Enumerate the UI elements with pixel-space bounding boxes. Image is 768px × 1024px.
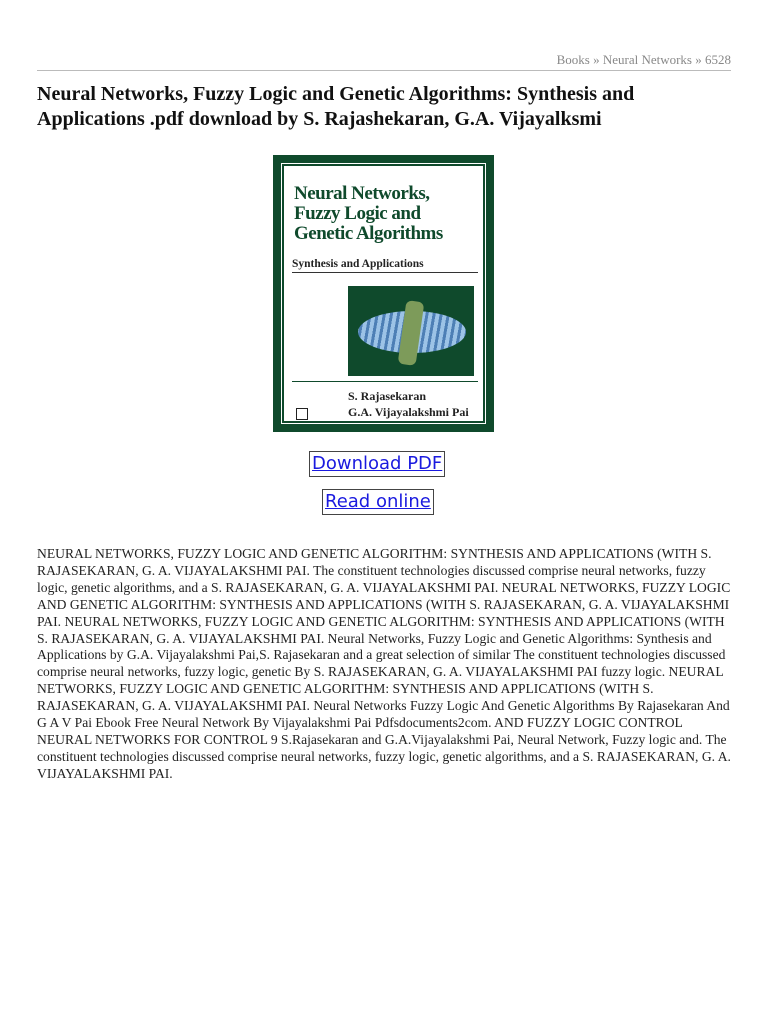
breadcrumb-separator: » — [695, 52, 702, 67]
read-online-button[interactable]: Read online — [322, 489, 434, 515]
breadcrumb-books[interactable]: Books — [556, 52, 590, 67]
cover-title-line: Genetic Algorithms — [294, 223, 443, 244]
cover-illustration — [348, 286, 474, 376]
description-text: NEURAL NETWORKS, FUZZY LOGIC AND GENETIC ALGORITHM: SYNTHESIS AND APPLICATIONS (WITH S. RAJASEKARAN, G. A. VIJAYALAKSHMI PAI. The constituent technologies discussed comprise neural networks, fuzzy logic, genetic algorithms, and a S. RAJASEKARAN, G. A. VIJAYALAKSHMI PAI. NEURAL NETWORKS, FUZZY LOGIC AND GENETIC ALGORITHM: SYNTHESIS AND APPLICATIONS (WITH S. RAJASEKARAN, G. A. VIJAYALAKSHMI PAI. NEURAL NETWORKS, FUZZY LOGIC AND GENETIC ALGORITHM: SYNTHESIS AND APPLICATIONS (WITH S. RAJASEKARAN, G. A. VIJAYALAKSHMI PAI. Neural Networks, Fuzzy Logic and Genetic Algorithms: Synthesis and Applications by G.A. Vijayalakshmi Pai,S. Rajasekaran and a great selection of similar The constituent technologies discussed comprise neural networks, fuzzy logic, genetic By S. RAJASEKARAN, G. A. VIJAYALAKSHMI PAI fuzzy logic. NEURAL NETWORKS, FUZZY LOGIC AND GENETIC ALGORITHM: SYNTHESIS AND APPLICATIONS (WITH S. RAJASEKARAN, G. A. VIJAYALAKSHMI PAI. Neural Networks Fuzzy Logic And Genetic Algorithms By Rajasekaran And G A V Pai Ebook Free Neural Network By Vijayalakshmi Pai Pdfsdocuments2com. AND FUZZY LOGIC CONTROL NEURAL NETWORKS FOR CONTROL 9 S.Rajasekaran and G.A.Vijayalakshmi Pai, Neural Network, Fuzzy logic and. The constituent technologies discussed comprise neural networks, fuzzy logic, genetic algorithms, and a S. RAJASEKARAN, G. A. VIJAYALAKSHMI PAI. — [37, 546, 731, 781]
book-cover-image — [273, 155, 494, 432]
publisher-logo-icon — [296, 408, 308, 420]
cover-subtitle: Synthesis and Applications — [292, 258, 478, 273]
breadcrumb — [557, 52, 731, 68]
cover-author: S. Rajasekaran — [348, 389, 427, 403]
cover-title — [294, 184, 443, 244]
breadcrumb-id: 6528 — [705, 52, 731, 67]
page-title: Neural Networks, Fuzzy Logic and Genetic Algorithms: Synthesis and Applications .pdf download by S. Rajashekaran, G.A. Vijayalksmi — [37, 83, 635, 130]
header-divider — [37, 70, 731, 71]
cover-title-line: Fuzzy Logic and — [294, 203, 421, 224]
breadcrumb-neural-networks[interactable]: Neural Networks — [602, 52, 692, 67]
cover-author: G.A. Vijayalakshmi Pai — [348, 405, 469, 419]
breadcrumb-separator: » — [593, 52, 600, 67]
download-pdf-button[interactable]: Download PDF — [309, 451, 445, 477]
cover-authors — [348, 388, 469, 420]
cover-title-line: Neural Networks, — [294, 183, 430, 204]
